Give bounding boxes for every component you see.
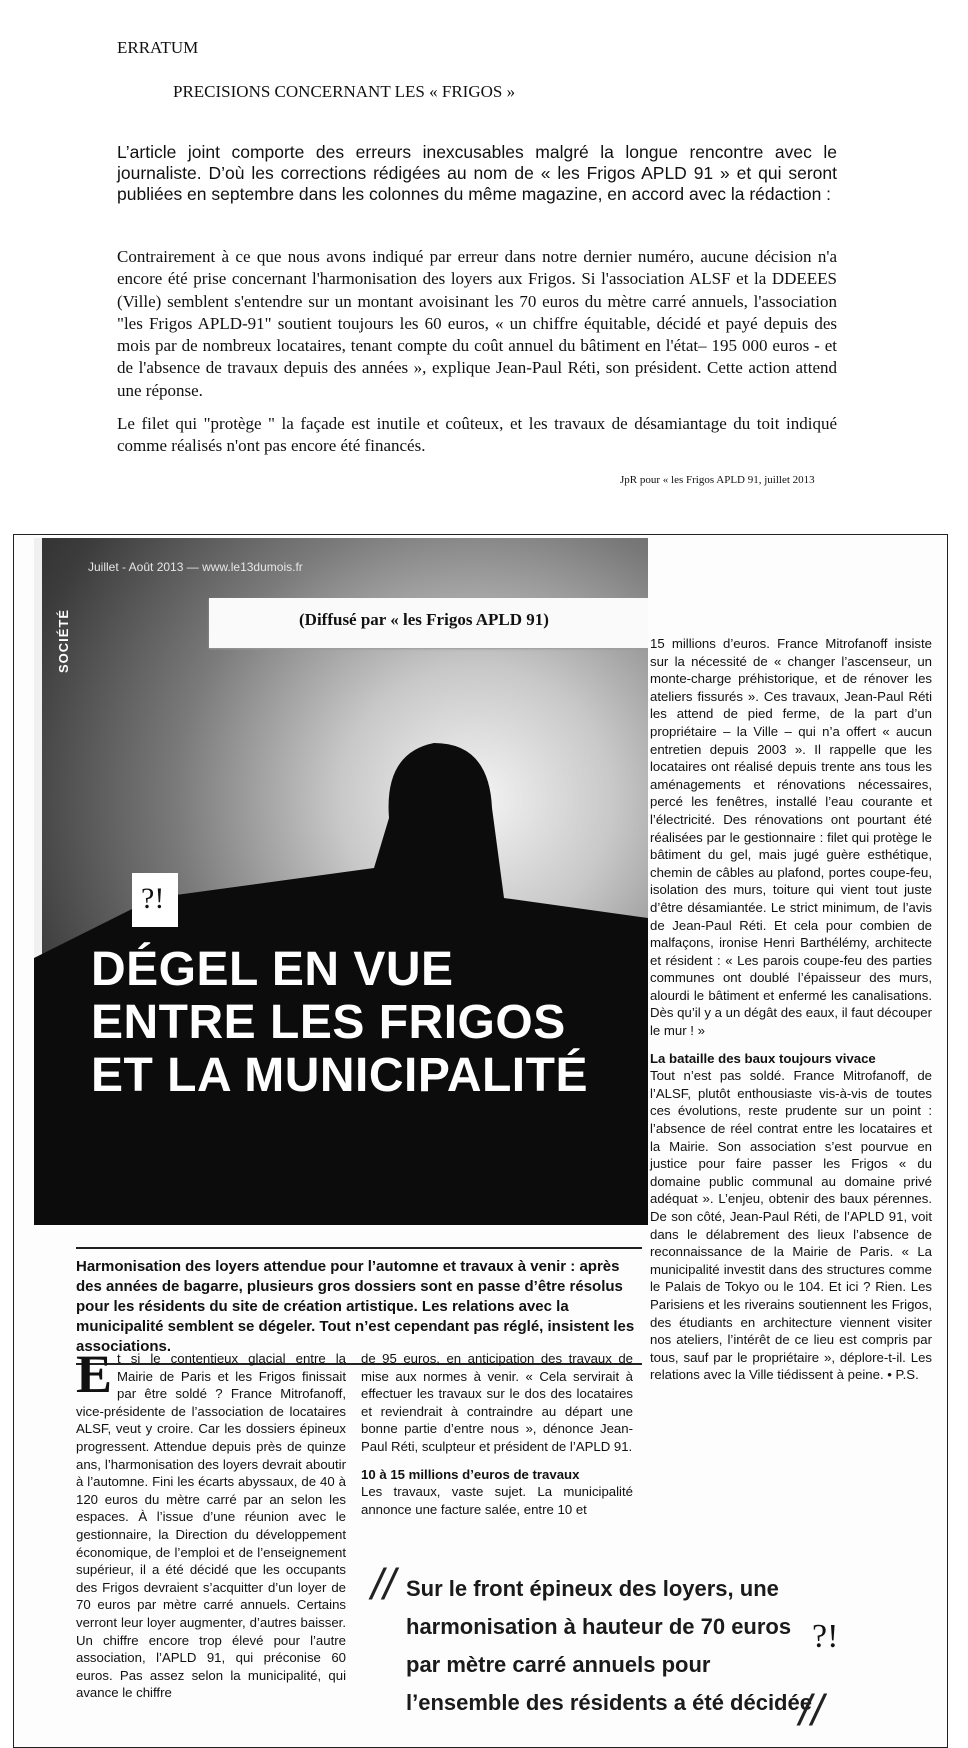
quote-slash-mark: // (371, 1560, 396, 1609)
column-3-text-a: 15 millions d’euros. France Mitrofanoff insiste sur la nécessité de « changer l’ascenseur, un monte-charge préhistorique, et de rénover les ateliers fissurés ». Ces travaux, Jean-Paul Réti les attend de pied ferme, de la part d’un propriétaire – la Ville – qui n’a offert « aucun entretien depuis 2003 ». Il rappelle que les locataires ont réalisé depuis trente ans tous les aménagements et rénovations nécessaires, percé les fenêtres, installé l’eau courante et l’électricité. Des rénovations ont pourtant été réalisées par le gestionnaire : filet qui protège le bâtiment du gel, mais jugé guère esthétique, chemin de câbles au plafond, portes coupe-feu, isolation des murs, toiture qui vient tout juste d’être désamiantée. Le strict minimum, de l’avis de Jean-Paul Réti. Et cela pour combien de malfaçons, ironise Henri Barthélémy, architecte et résident : « Les parois coupe-feu des parties communes ont doublé l’épaisseur des murs, alourdi le bâtiment et enfermé les canalisations. Dès qu’il y a un dégât des eaux, il faut découper le mur ! » (650, 636, 932, 1039)
column-2-text-a: de 95 euros, en anticipation des travaux de mise aux normes à venir. « Cela servirait à effectuer les travaux sur le dos des locataires et reviendrait à contraindre au départ une bonne partie d’entre nous », dénonce Jean-Paul Réti, sculpteur et président de l’APLD 91. (361, 1351, 633, 1454)
quote-question-mark: ?! (812, 1618, 839, 1655)
erratum-paragraph-2: Le filet qui "protège " la façade est inutile et coûteux, et les travaux de désamiantage du toit indiqué comme réalisés n'ont pas encore été financés. (117, 414, 837, 456)
section-label: SOCIÉTÉ (56, 608, 71, 673)
magazine-clipping (13, 534, 948, 1748)
column-3-subhead: La bataille des baux toujours vivace (650, 1050, 876, 1066)
erratum-paragraph-1: Contrairement à ce que nous avons indiqué par erreur dans notre dernier numéro, aucune décision n'a encore été prise concernant l'harmonisation des loyers aux Frigos. Si l'association ALSF et la DDEEES (Ville) semblent s'entendre sur un montant avoisinant les 70 euros du mètre carré annuels, l'association "les Frigos APLD-91" soutient toujours les 60 euros, « un chiffre équitable, décidé et payé depuis des mois par de nombreux locataires, tenant compte du coût annuel du bâtiment en l'état– 195 000 euros - et de l'absence de travaux depuis des années », explique Jean-Paul Réti, son président. Cette action attend une réponse. (117, 247, 837, 400)
column-3-text-b: Tout n’est pas soldé. France Mitrofanoff, de l’ALSF, plutôt enthousiaste vis-à-vis de toutes ces évolutions, reste prudente sur un point : l’absence de réel contrat entre les locataires et la Mairie. Son association s’est pourvue en justice pour faire passer les Frigos « du domaine public communal au domaine privé adéquat ». L’enjeu, obtenir des baux pérennes. De son côté, Jean-Paul Réti, de l’APLD 91, voit dans le délabrement des lieux l’absence de reconnaissance de la Mairie de Paris. « La municipalité investit dans des structures comme le Palais de Tokyo ou le 104. Et ici ? Rien. Les Parisiens et les riverains soutiennent les Frigos, des étudiants en architecture viennent visiter nos ateliers, l’intérêt de ce lieu est compris par tous, sauf par le propriétaire », déplore-t-il. Les relations avec la Ville tiédissent à peine. • P.S. (650, 1068, 932, 1383)
diffuse-strip (209, 598, 648, 648)
article-standfirst: Harmonisation des loyers attendue pour l’automne et travaux à venir : après des années de bagarre, plusieurs gros dossiers sont en passe d’être résolus pour les résidents du site de création artistique. Les relations avec la municipalité semblent se dégeler. Tout n’est cependant pas réglé, insistent les associations. (76, 1247, 642, 1365)
erratum-title: ERRATUM (117, 38, 199, 57)
erratum-intro: L’article joint comporte des erreurs inexcusables malgré la longue rencontre avec le journaliste. D’où les corrections rédigées au nom de « les Frigos APLD 91 » et qui seront publiées en septembre dans les colonnes du même magazine, en accord avec la rédaction : (117, 142, 837, 204)
issue-date-line: Juillet - Août 2013 — www.le13dumois.fr (88, 560, 303, 574)
article-photo (34, 538, 648, 1225)
erratum-subtitle: PRECISIONS CONCERNANT LES « FRIGOS » (173, 82, 516, 101)
drop-cap: E (76, 1344, 113, 1404)
column-2-subhead: 10 à 15 millions d’euros de travaux (361, 1466, 580, 1482)
column-1-text: t si le contentieux glacial entre la Mairie de Paris et les Frigos finissait par être soldé ? France Mitrofanoff, vice-présidente de l’association de locataires ALSF, veut y croire. Car les dossiers épineux progressent. Attendue depuis près de quinze ans, l’harmonisation des loyers devrait aboutir à l’automne. Fini les écarts abyssaux, de 40 à 120 euros du mètre carré par an selon les espaces. À l’issue d’une réunion avec le gestionnaire, la Direction du développement économique, de l’emploi et de l’enseignement supérieur, il a été décidé que les occupants des Frigos devraient s’acquitter d’un loyer de 70 euros par mètre carré annuels. Certains verront leur loyer augmenter, d’autres baisser. Un chiffre encore trop élevé pour l’autre association, l’APLD 91, qui préconise 60 euros. Pas assez selon la municipalité, qui avance le chiffre (76, 1351, 346, 1701)
pull-quote-text: Sur le front épineux des loyers, une harmonisation à hauteur de 70 euros par mètre carré annuels pour l’ensemble des résidents a été décidée (406, 1576, 812, 1715)
question-mark-box (132, 873, 178, 927)
article-column-3 (650, 635, 932, 1384)
pull-quote (359, 1560, 939, 1742)
article-column-1 (76, 1344, 346, 1702)
erratum-signature: JpR pour « les Frigos APLD 91, juillet 2013 (620, 474, 815, 486)
diffuse-note: (Diffusé par « les Frigos APLD 91) (299, 610, 549, 629)
question-exclaim-mark: ?! (141, 882, 165, 915)
article-column-2 (361, 1350, 633, 1518)
article-headline: DÉGEL EN VUE ENTRE LES FRIGOS ET LA MUNICIPALITÉ (91, 943, 588, 1102)
column-2-text-b: Les travaux, vaste sujet. La municipalité annonce une facture salée, entre 10 et (361, 1484, 633, 1517)
quote-slash-mark-end: // (799, 1686, 824, 1735)
